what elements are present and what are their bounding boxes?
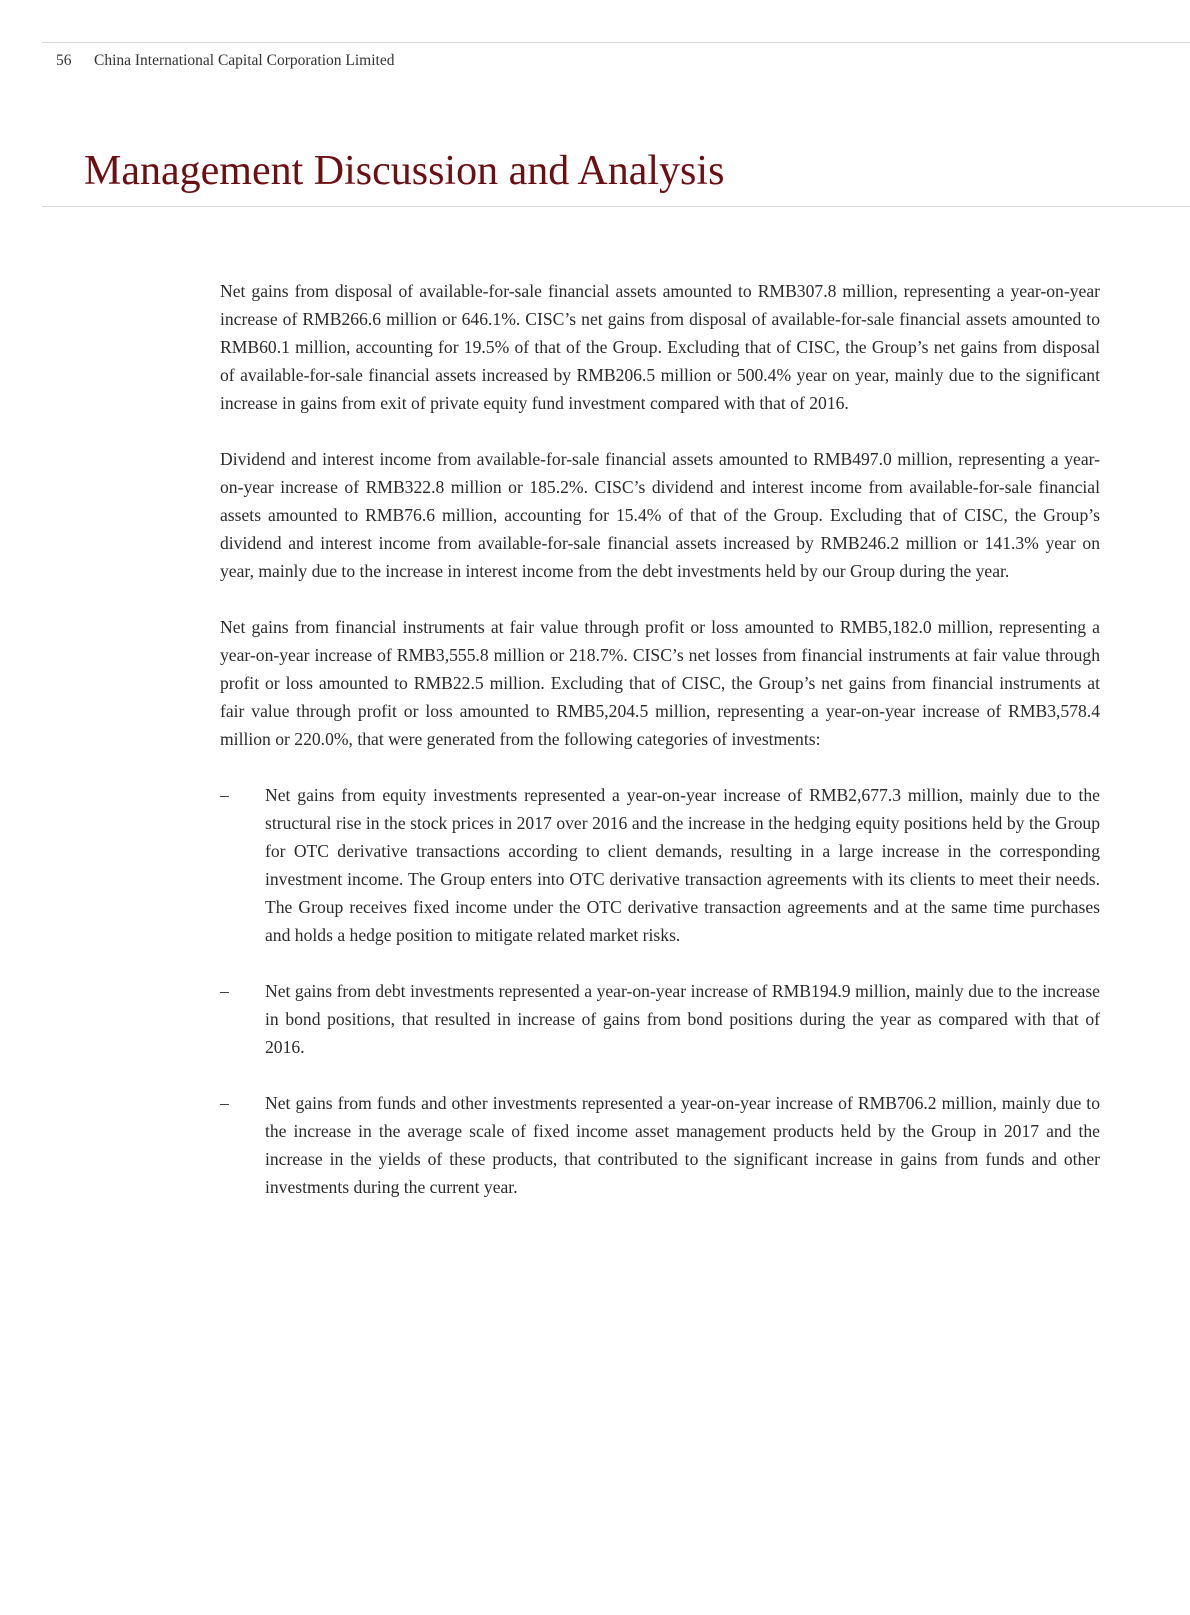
list-item-text: Net gains from debt investments represented a year-on-year increase of RMB194.9 million, mainly due to the increase in bond positions, that resulted in increase of gains from bond positions during the year as compared with that of 2016.	[265, 981, 1100, 1057]
dash-bullet: –	[220, 1093, 229, 1113]
investment-categories-list	[220, 781, 1100, 1201]
paragraph-fvtpl: Net gains from financial instruments at fair value through profit or loss amounted to RMB5,182.0 million, representing a year-on-year increase of RMB3,555.8 million or 218.7%. CISC’s net losses from financial instruments at fair value through profit or loss amounted to RMB22.5 million. Excluding that of CISC, the Group’s net gains from financial instruments at fair value through profit or loss amounted to RMB5,204.5 million, representing a year-on-year increase of RMB3,578.4 million or 220.0%, that were generated from the following categories of investments:	[220, 617, 1100, 749]
running-header	[56, 52, 394, 70]
list-item-text: Net gains from equity investments represented a year-on-year increase of RMB2,677.3 million, mainly due to the structural rise in the stock prices in 2017 over 2016 and the increase in the hedging equity positions held by the Group for OTC derivative transactions according to client demands, resulting in a large increase in the corresponding investment income. The Group enters into OTC derivative transaction agreements with its clients to meet their needs. The Group receives fixed income under the OTC derivative transaction agreements and at the same time purchases and holds a hedge position to mitigate related market risks.	[265, 785, 1100, 945]
list-item-text: Net gains from funds and other investments represented a year-on-year increase of RMB706.2 million, mainly due to the increase in the average scale of fixed income asset management products held by the Group in 2017 and the increase in the yields of these products, that contributed to the significant increase in gains from funds and other investments during the current year.	[265, 1093, 1100, 1197]
header-rule	[42, 42, 1190, 43]
page-number: 56	[56, 52, 72, 69]
list-item-equity	[220, 781, 1100, 949]
dash-bullet: –	[220, 981, 229, 1001]
list-item-funds	[220, 1089, 1100, 1201]
title-rule	[42, 206, 1190, 207]
body-text	[220, 277, 1100, 1229]
page-title: Management Discussion and Analysis	[84, 148, 725, 194]
company-name: China International Capital Corporation Limited	[94, 52, 395, 69]
paragraph-afs-disposal: Net gains from disposal of available-for-sale financial assets amounted to RMB307.8 million, representing a year-on-year increase of RMB266.6 million or 646.1%. CISC’s net gains from disposal of available-for-sale financial assets amounted to RMB60.1 million, accounting for 19.5% of that of the Group. Excluding that of CISC, the Group’s net gains from disposal of available-for-sale financial assets increased by RMB206.5 million or 500.4% year on year, mainly due to the significant increase in gains from exit of private equity fund investment compared with that of 2016.	[220, 281, 1100, 413]
paragraph-dividend-interest: Dividend and interest income from available-for-sale financial assets amounted to RMB497.0 million, representing a year-on-year increase of RMB322.8 million or 185.2%. CISC’s dividend and interest income from available-for-sale financial assets amounted to RMB76.6 million, accounting for 15.4% of that of the Group. Excluding that of CISC, the Group’s dividend and interest income from available-for-sale financial assets increased by RMB246.2 million or 141.3% year on year, mainly due to the increase in interest income from the debt investments held by our Group during the year.	[220, 449, 1100, 581]
list-item-debt	[220, 977, 1100, 1061]
dash-bullet: –	[220, 785, 229, 805]
